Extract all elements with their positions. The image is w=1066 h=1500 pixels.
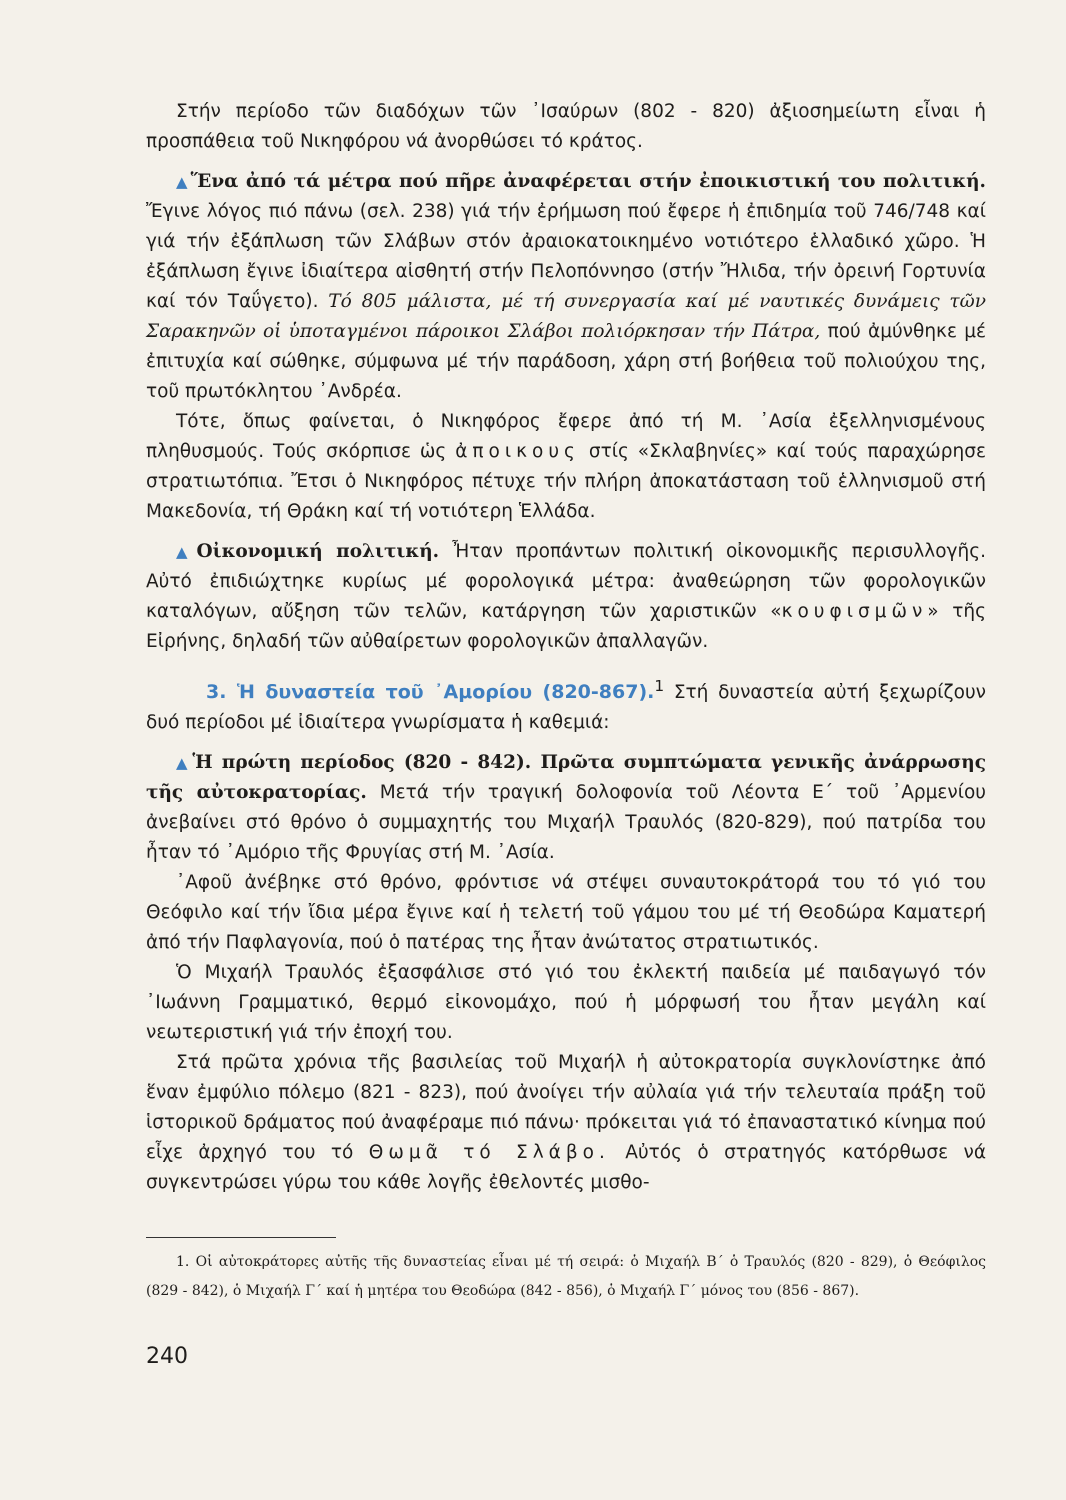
- page-number: 240: [146, 1344, 188, 1369]
- settlement-policy-text-a: Ἔγινε λόγος πιό πάνω (σελ. 238) γιά τήν ἐρήμωση πού ἔφερε ἡ ἐπιδημία τοῦ 746/748 καί γιά τήν ἐξάπλωση τῶν Σλάβων στόν ἀραιοκατοικημένο νοτιότερο ἑλλαδικό χῶρο. Ἡ ἐξάπλωση ἔγινε ἰδιαίτερα αἰσθητή στήν Πελοπόννησο (στήν Ἤλιδα, τήν ὀρεινή Γορτυνία καί τόν Ταΰγετο).: [146, 201, 986, 312]
- paragraph-settlement-policy: [146, 167, 986, 407]
- civil-war-spaced-name: Θωμᾶ τό Σλάβο.: [368, 1142, 610, 1164]
- economic-policy-text-a: Ἦταν προπάντων πολιτική οἰκονομικῆς περισυλλογῆς. Αὐτό ἐπιδιώχτηκε κυρίως μέ φορολογικά μέτρα: ἀναθεώρηση τῶν φορολογικῶν καταλόγων, αὔξηση τῶν τελῶν, κατάργηση τῶν χαριστικῶν «: [146, 541, 986, 622]
- paragraph-civil-war: [146, 1048, 986, 1198]
- footnote-divider: [146, 1237, 336, 1238]
- footnote-text: Οἱ αὐτοκράτορες αὐτῆς τῆς δυναστείας εἶναι μέ τή σειρά: ὁ Μιχαήλ Β΄ ὁ Τραυλός (820 - 829), ὁ Θεόφιλος (829 - 842), ὁ Μιχαήλ Γ΄ καί ἡ μητέρα του Θεοδώρα (842 - 856), ὁ Μιχαήλ Γ΄ μόνος του (856 - 867).: [146, 1254, 987, 1299]
- settlement-policy-italic: Τό 805 μάλιστα, μέ τή συνεργασία καί μέ ναυτικές δυνάμεις τῶν Σαρακηνῶν οἱ ὑποταγμένοι πάροικοι Σλάβοι πολιόρκησαν τήν Πάτρα,: [146, 291, 986, 342]
- settlement-policy-text-b: πού ἀμύνθηκε μέ ἐπιτυχία καί σώθηκε, σύμφωνα μέ τήν παράδοση, χάρη στή βοήθεια τοῦ πολιούχου της, τοῦ πρωτόκλητου ᾿Ανδρέα.: [146, 321, 986, 402]
- triangle-marker-icon: ▲: [176, 543, 195, 561]
- section-heading: 3. Ἡ δυναστεία τοῦ ᾿Αμορίου (820-867).: [206, 681, 655, 704]
- footnote-number: 1.: [176, 1254, 190, 1270]
- populations-text-b: στίς «Σκλαβηνίες» καί τούς παραχώρησε στρατιωτόπια. Ἔτσι ὁ Νικηφόρος πέτυχε τήν πλήρη ἀποκατάσταση τοῦ ἑλληνισμοῦ στή Μακεδονία, τή Θράκη καί τή νοτιότερη Ἑλλάδα.: [146, 441, 986, 522]
- footnotes: [146, 1248, 986, 1306]
- footnote-reference: 1: [654, 677, 665, 695]
- paragraph-nikiforos-intro: Στήν περίοδο τῶν διαδόχων τῶν ᾿Ισαύρων (802 - 820) ἀξιοσημείωτη εἶναι ἡ προσπάθεια τοῦ Νικηφόρου νά ἀνορθώσει τό κράτος.: [146, 101, 986, 152]
- section-intro-text: Στή δυναστεία αὐτή ξεχωρίζουν δυό περίοδοι μέ ἰδιαίτερα γνωρίσματα ἡ καθεμιά:: [146, 682, 986, 734]
- paragraph-education: Ὁ Μιχαήλ Τραυλός ἐξασφάλισε στό γιό του ἐκλεκτή παιδεία μέ παιδαγωγό τόν ᾿Ιωάννη Γραμματικό, θερμό εἰκονομάχο, πού ἡ μόρφωσή του ἦταν μεγάλη καί νεωτεριστική γιά τήν ἐποχή του.: [146, 962, 986, 1044]
- footnote-item: [146, 1248, 986, 1306]
- paragraph-theophilos-coronation: ᾿Αφοῦ ἀνέβηκε στό θρόνο, φρόντισε νά στέψει συναυτοκράτορά του τό γιό του Θεόφιλο καί τήν ἴδια μέρα ἔγινε καί ἡ τελετή τοῦ γάμου του μέ τή Θεοδώρα Καματερή ἀπό τήν Παφλαγονία, πού ὁ πατέρας της ἦταν ἀνώτατος στρατιωτικός.: [146, 872, 986, 954]
- paragraph-amorian-dynasty: [146, 671, 986, 738]
- civil-war-text-a: Στά πρῶτα χρόνια τῆς βασιλείας τοῦ Μιχαήλ ἡ αὐτοκρατορία συγκλονίστηκε ἀπό ἕναν ἐμφύλιο πόλεμο (821 - 823), πού ἀνοίγει τήν αὐλαία γιά τήν τελευταία πράξη τοῦ ἱστορικοῦ δράματος πού ἀναφέραμε πιό πάνω· πρόκειται γιά τό ἐπαναστατικό κίνημα πού εἶχε ἀρχηγό του τό: [146, 1052, 986, 1164]
- civil-war-text-b: Αὐτός ὁ στρατηγός κατόρθωσε νά συγκεντρώσει γύρω του κάθε λογῆς ἐθελοντές μισθο-: [146, 1142, 987, 1194]
- economic-policy-text-b: » τῆς Εἰρήνης, δηλαδή τῶν αὐθαίρετων φορολογικῶν ἀπαλλαγῶν.: [146, 601, 986, 652]
- page-body: [146, 97, 986, 1198]
- triangle-marker-icon: ▲: [176, 173, 189, 191]
- economic-policy-heading: Οἰκονομική πολιτική.: [196, 541, 440, 562]
- populations-text-a: Τότε, ὅπως φαίνεται, ὁ Νικηφόρος ἔφερε ἀπό τή Μ. ᾿Ασία ἐξελληνισμένους πληθυσμούς. Τούς σκόρπισε ὡς: [146, 411, 986, 462]
- paragraph-first-period: [146, 748, 986, 868]
- paragraph-economic-policy: [146, 537, 986, 657]
- paragraph-populations: [146, 407, 986, 527]
- populations-spaced-word: ἀποικους: [455, 441, 580, 462]
- triangle-marker-icon: ▲: [176, 754, 191, 773]
- economic-policy-spaced-word: κουφισμῶν: [781, 601, 928, 622]
- settlement-policy-heading: Ἕνα ἀπό τά μέτρα πού πῆρε ἀναφέρεται στήν ἐποικιστική του πολιτική.: [190, 171, 986, 192]
- first-period-heading: Ἡ πρώτη περίοδος (820 - 842). Πρῶτα συμπτώματα γενικῆς ἀνάρρωσης τῆς αὐτοκρατορίας.: [146, 752, 986, 804]
- first-period-text: Μετά τήν τραγική δολοφονία τοῦ Λέοντα Ε΄ τοῦ ᾿Αρμενίου ἀνεβαίνει στό θρόνο ὁ συμμαχητής του Μιχαήλ Τραυλός (820-829), πού πατρίδα του ἦταν τό ᾿Αμόριο τῆς Φρυγίας στή Μ. ᾿Ασία.: [146, 782, 987, 864]
